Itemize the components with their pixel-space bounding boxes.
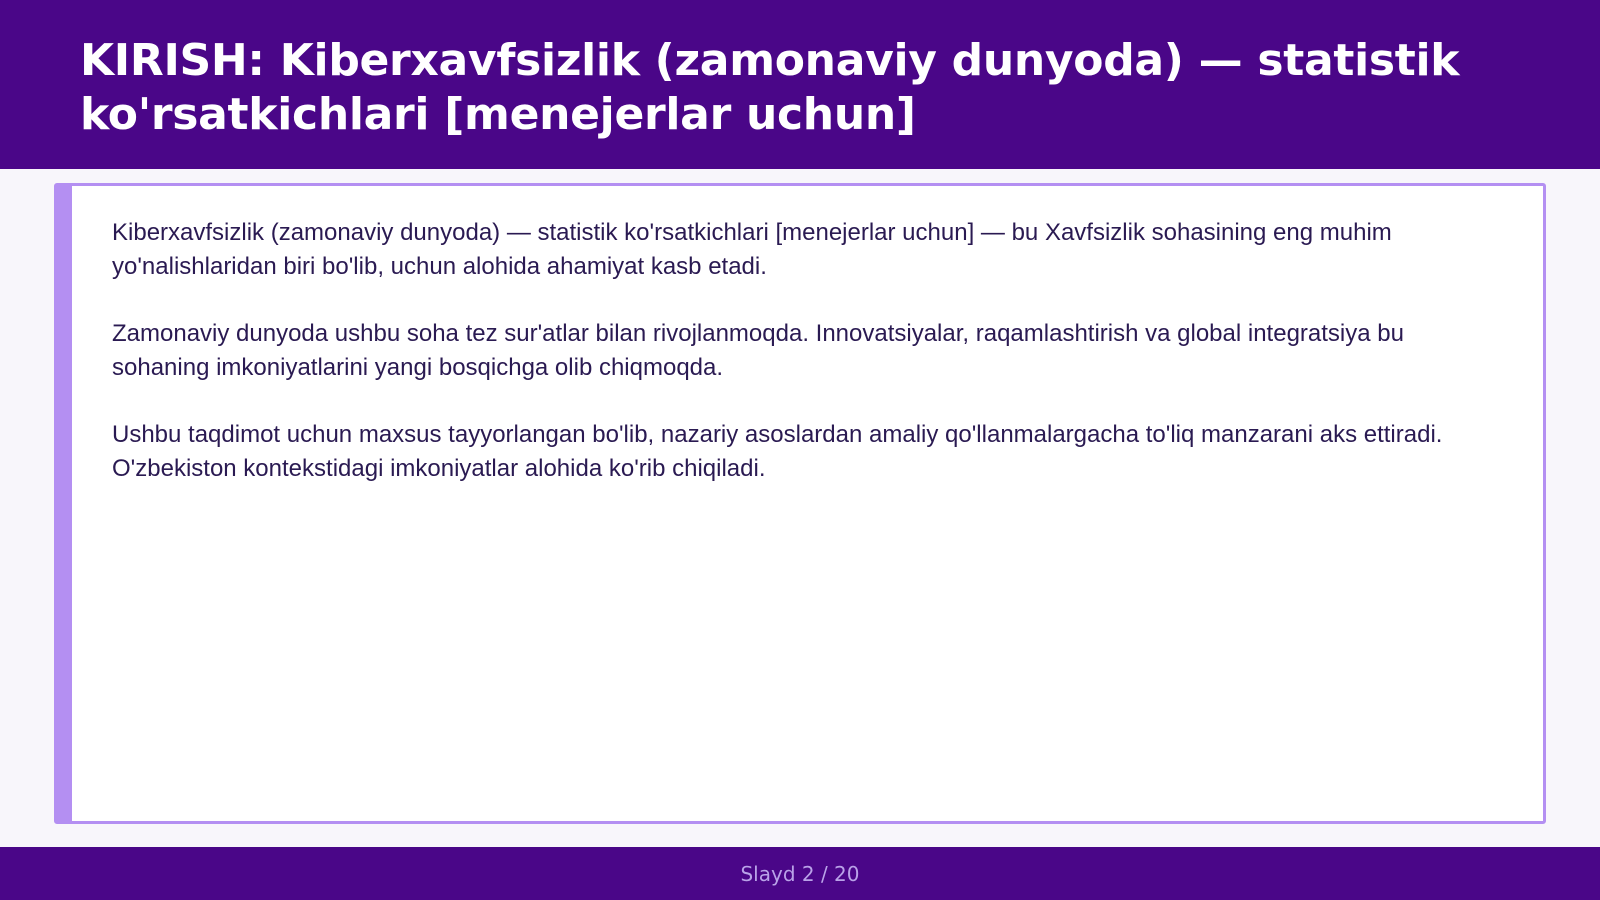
presentation-scope-paragraph: Ushbu taqdimot uchun maxsus tayyorlangan bo'lib, nazariy asoslardan amaliy qo'llanmalargacha to'liq manzarani aks ettiradi. O'zbekiston kontekstidagi imkoniyatlar alohida ko'rib chiqiladi. xyxy=(112,421,1443,482)
slide-title: KIRISH: Kiberxavfsizlik (zamonaviy dunyoda) — statistik ko'rsatkichlari [menejerlar uchun] xyxy=(80,35,1460,140)
slide-footer xyxy=(0,847,1600,900)
slide-header xyxy=(0,0,1600,169)
intro-paragraph: Kiberxavfsizlik (zamonaviy dunyoda) — statistik ko'rsatkichlari [menejerlar uchun] — bu Xavfsizlik sohasining eng muhim yo'nalishlaridan biri bo'lib, uchun alohida ahamiyat kasb etadi. xyxy=(112,219,1392,280)
content-card xyxy=(54,183,1546,824)
slide-counter: Slayd 2 / 20 xyxy=(740,861,860,886)
development-paragraph: Zamonaviy dunyoda ushbu soha tez sur'atlar bilan rivojlanmoqda. Innovatsiyalar, raqamlashtirish va global integratsiya bu sohaning imkoniyatlarini yangi bosqichga olib chiqmoqda. xyxy=(112,320,1404,381)
